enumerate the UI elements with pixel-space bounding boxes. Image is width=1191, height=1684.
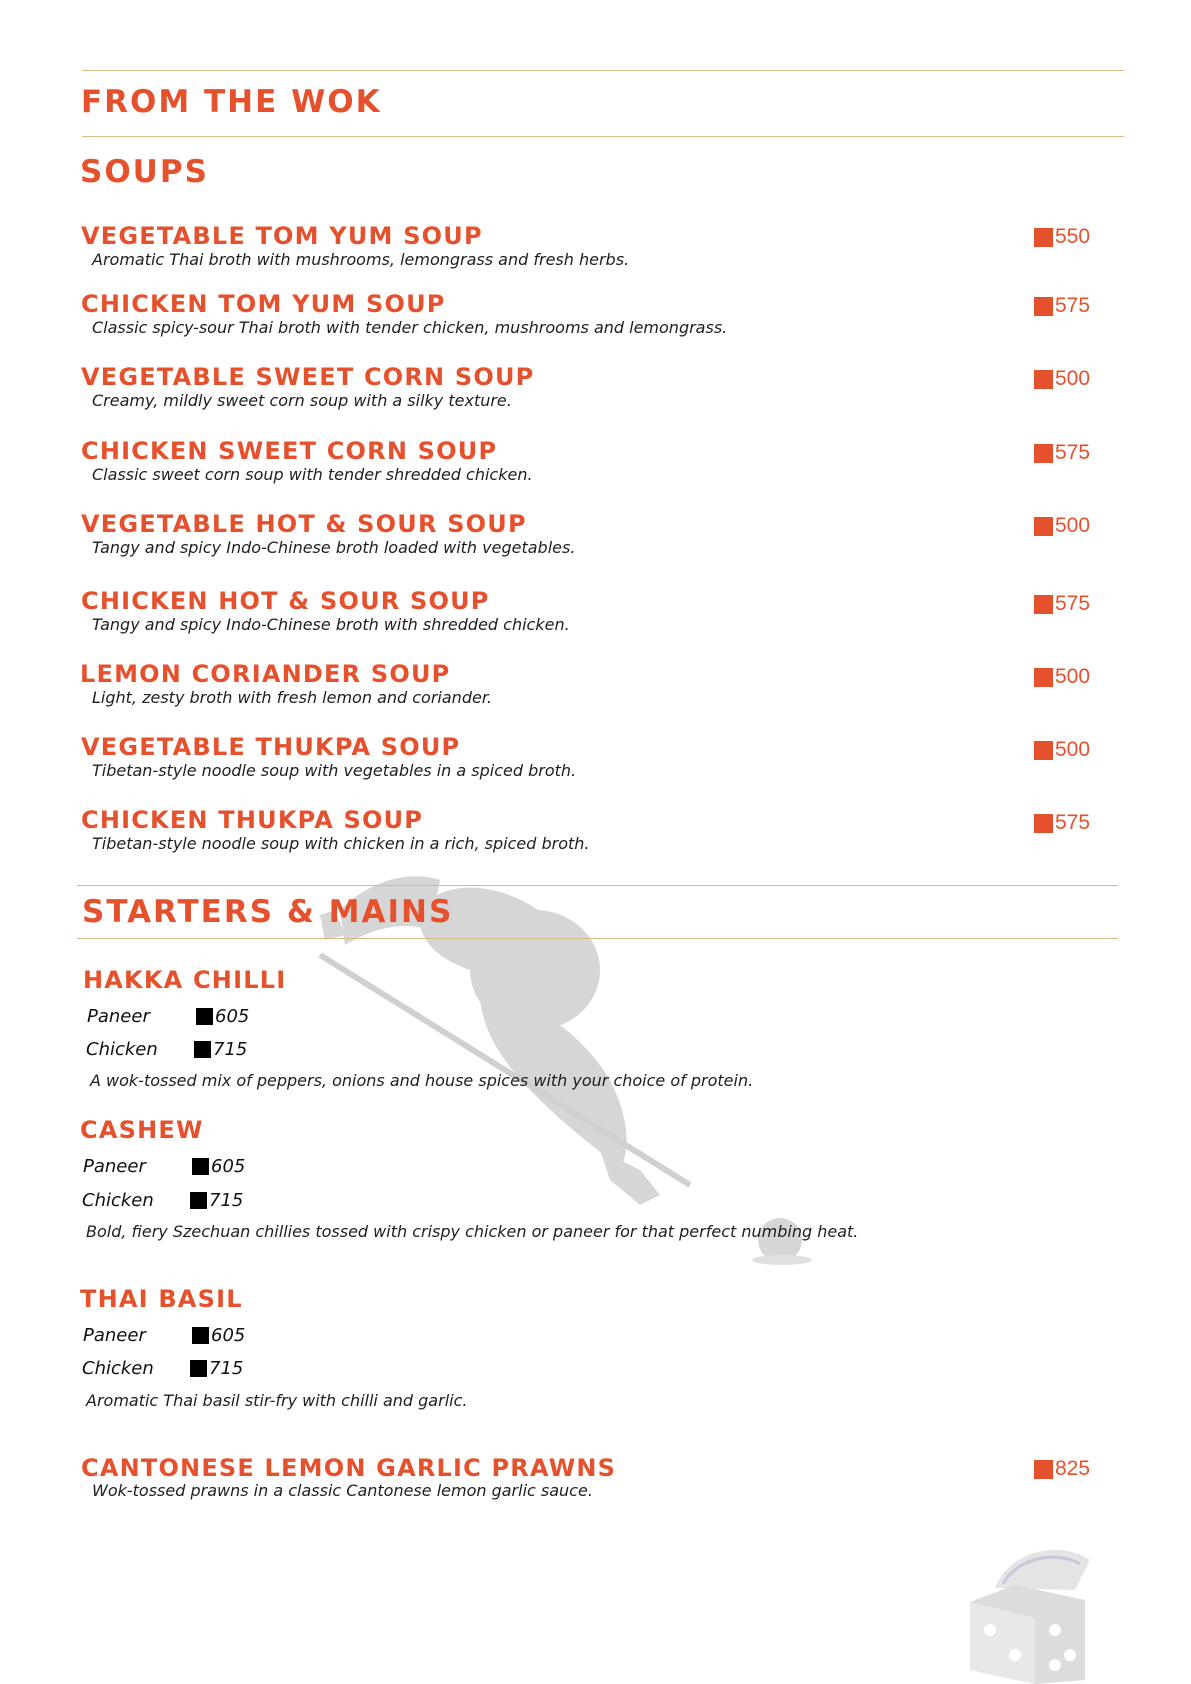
- item-price: [1034, 811, 1090, 835]
- item-name: CHICKEN HOT & SOUR SOUP: [81, 587, 490, 615]
- dice-cocktail-icon: [955, 1540, 1105, 1684]
- option-label: Paneer: [83, 1156, 146, 1177]
- mains-top-divider: [77, 885, 1118, 886]
- currency-icon: [1034, 297, 1053, 316]
- item-name: CHICKEN THUKPA SOUP: [81, 806, 424, 834]
- price-value: 500: [1055, 665, 1091, 688]
- item-name: CASHEW: [80, 1116, 204, 1144]
- option-label: Paneer: [83, 1325, 146, 1346]
- item-price: [1034, 665, 1090, 689]
- option-price: [192, 1325, 245, 1346]
- item-description: A wok-tossed mix of peppers, onions and house spices with your choice of protein.: [90, 1071, 754, 1090]
- wok-divider: [82, 136, 1124, 137]
- option-label: Chicken: [86, 1039, 158, 1060]
- price-value: 500: [1055, 367, 1091, 390]
- option-label: Paneer: [87, 1006, 150, 1027]
- mains-title: STARTERS & MAINS: [82, 894, 454, 930]
- currency-icon: [1034, 1460, 1053, 1479]
- item-price: [1034, 294, 1090, 318]
- soups-title: SOUPS: [80, 154, 209, 190]
- item-price: [1034, 1457, 1090, 1481]
- option-label: Chicken: [82, 1190, 154, 1211]
- price-value: 500: [1055, 514, 1091, 537]
- item-price: [1034, 592, 1090, 616]
- item-description: Classic spicy-sour Thai broth with tender chicken, mushrooms and lemongrass.: [92, 318, 728, 337]
- currency-icon: [1034, 517, 1053, 536]
- price-value: 605: [215, 1006, 250, 1027]
- item-description: Aromatic Thai broth with mushrooms, lemongrass and fresh herbs.: [92, 250, 630, 269]
- currency-icon: [1034, 814, 1053, 833]
- currency-icon: [192, 1158, 209, 1175]
- item-price: [1034, 225, 1090, 249]
- mains-bottom-divider: [77, 938, 1118, 939]
- item-name: CANTONESE LEMON GARLIC PRAWNS: [81, 1454, 617, 1482]
- price-value: 715: [209, 1358, 244, 1379]
- price-value: 575: [1055, 592, 1091, 615]
- price-value: 575: [1055, 441, 1091, 464]
- option-label: Chicken: [82, 1358, 154, 1379]
- option-price: [196, 1006, 249, 1027]
- currency-icon: [196, 1008, 213, 1025]
- currency-icon: [1034, 595, 1053, 614]
- currency-icon: [1034, 668, 1053, 687]
- price-value: 605: [211, 1325, 246, 1346]
- wok-title: FROM THE WOK: [81, 84, 382, 120]
- item-price: [1034, 738, 1090, 762]
- currency-icon: [1034, 741, 1053, 760]
- price-value: 825: [1055, 1457, 1091, 1480]
- currency-icon: [190, 1360, 207, 1377]
- currency-icon: [1034, 370, 1053, 389]
- item-name: VEGETABLE HOT & SOUR SOUP: [81, 510, 527, 538]
- item-description: Tibetan-style noodle soup with vegetables in a spiced broth.: [92, 761, 577, 780]
- price-value: 715: [213, 1039, 248, 1060]
- item-description: Aromatic Thai basil stir-fry with chilli and garlic.: [86, 1391, 468, 1410]
- item-description: Tibetan-style noodle soup with chicken in a rich, spiced broth.: [92, 834, 590, 853]
- currency-icon: [190, 1192, 207, 1209]
- item-name: VEGETABLE TOM YUM SOUP: [81, 222, 483, 250]
- item-description: Light, zesty broth with fresh lemon and coriander.: [92, 688, 493, 707]
- item-name: VEGETABLE SWEET CORN SOUP: [81, 363, 535, 391]
- currency-icon: [1034, 228, 1053, 247]
- price-value: 715: [209, 1190, 244, 1211]
- option-price: [194, 1039, 247, 1060]
- price-value: 575: [1055, 811, 1091, 834]
- item-description: Creamy, mildly sweet corn soup with a silky texture.: [92, 391, 512, 410]
- currency-icon: [1034, 444, 1053, 463]
- option-price: [190, 1190, 243, 1211]
- option-price: [190, 1358, 243, 1379]
- item-price: [1034, 367, 1090, 391]
- option-price: [192, 1156, 245, 1177]
- item-name: CHICKEN TOM YUM SOUP: [81, 290, 446, 318]
- item-price: [1034, 441, 1090, 465]
- price-value: 605: [211, 1156, 246, 1177]
- item-name: CHICKEN SWEET CORN SOUP: [81, 437, 498, 465]
- item-description: Tangy and spicy Indo-Chinese broth with shredded chicken.: [92, 615, 570, 634]
- price-value: 550: [1055, 225, 1091, 248]
- item-description: Wok-tossed prawns in a classic Cantonese lemon garlic sauce.: [92, 1481, 593, 1500]
- item-description: Classic sweet corn soup with tender shredded chicken.: [92, 465, 533, 484]
- item-name: HAKKA CHILLI: [83, 966, 287, 994]
- currency-icon: [192, 1327, 209, 1344]
- price-value: 575: [1055, 294, 1091, 317]
- item-description: Bold, fiery Szechuan chillies tossed with crispy chicken or paneer for that perfect numbing heat.: [86, 1222, 859, 1241]
- item-name: LEMON CORIANDER SOUP: [80, 660, 451, 688]
- top-divider: [82, 70, 1124, 71]
- item-description: Tangy and spicy Indo-Chinese broth loaded with vegetables.: [92, 538, 576, 557]
- price-value: 500: [1055, 738, 1091, 761]
- item-name: THAI BASIL: [80, 1285, 243, 1313]
- item-name: VEGETABLE THUKPA SOUP: [81, 733, 461, 761]
- currency-icon: [194, 1041, 211, 1058]
- item-price: [1034, 514, 1090, 538]
